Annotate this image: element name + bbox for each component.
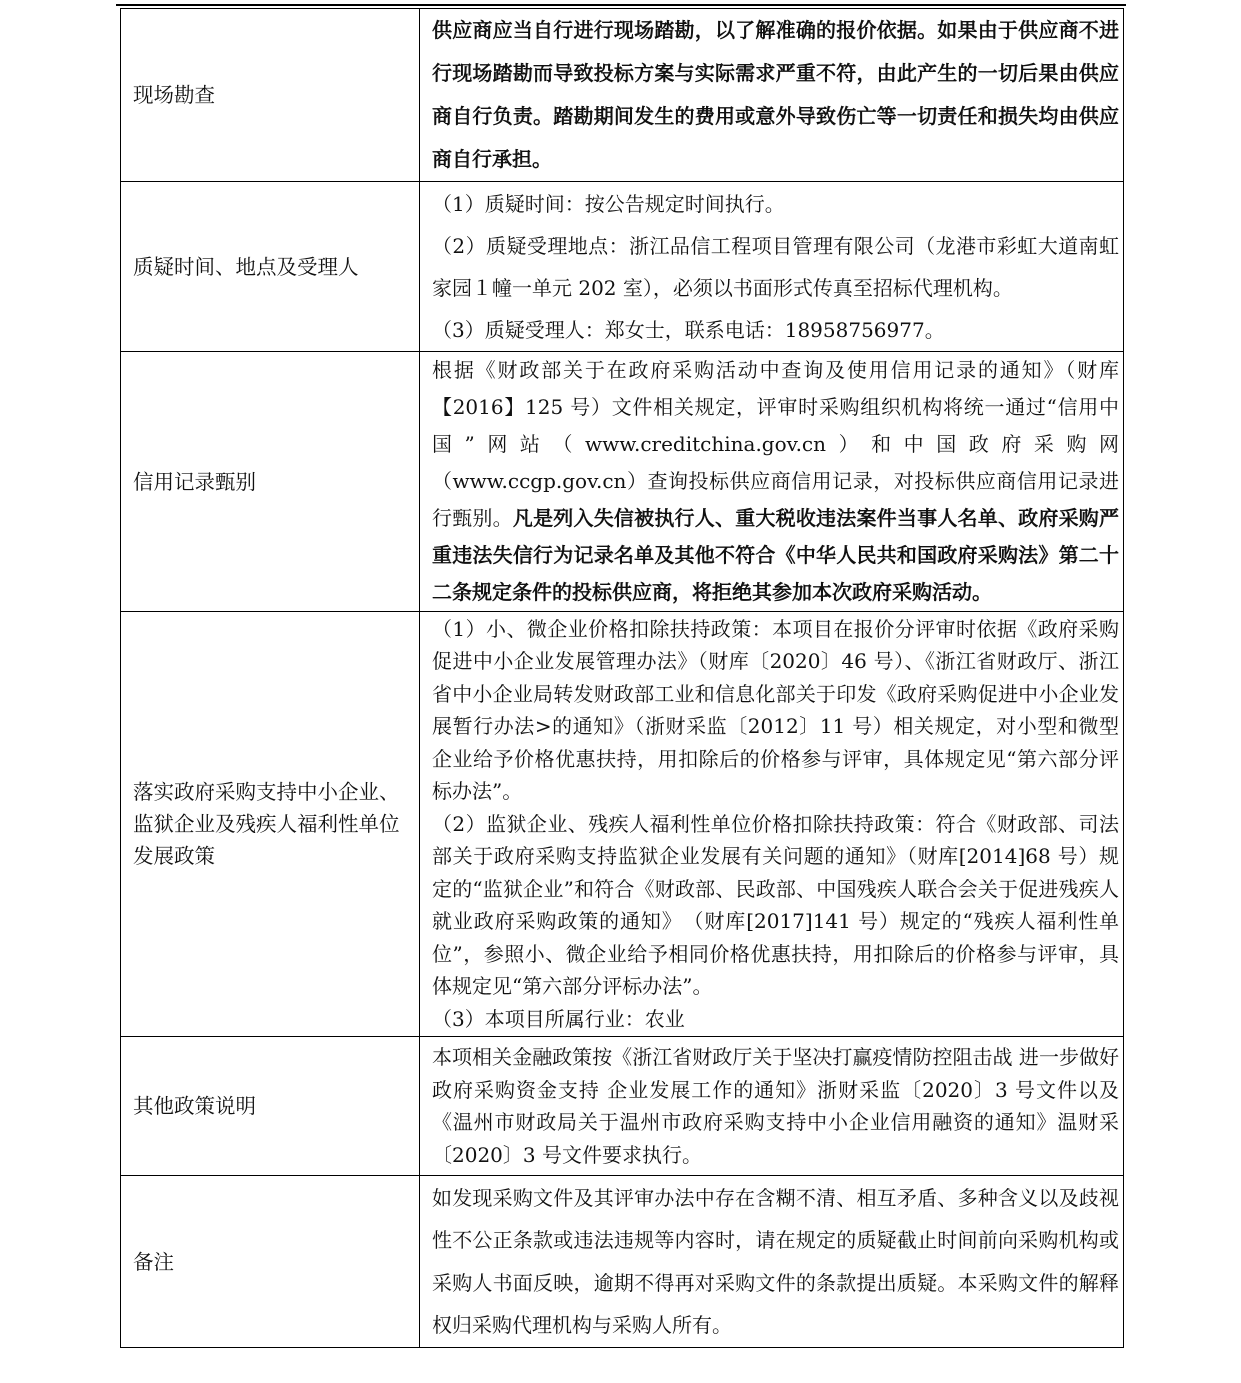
row-label: 现场勘查 xyxy=(121,9,420,182)
credit-normal-text: 根据《财政部关于在政府采购活动中查询及使用信用记录的通知》（财库【2016】125 号）文件相关规定，评审时采购组织机构将统一通过“信用中国”网站（www.creditchina.gov.cn）和中国政府采购网（www.ccgp.gov.cn）查询投标供应商信用记录，对投标供应商信用记录进行甄别。 xyxy=(432,358,1119,530)
row-content xyxy=(420,182,1124,352)
table-row-other-policy xyxy=(121,1037,1124,1176)
top-rule xyxy=(116,4,1126,6)
row-label: 落实政府采购支持中小企业、监狱企业及残疾人福利性单位发展政策 xyxy=(121,612,420,1037)
row-content xyxy=(420,352,1124,612)
list-item: （1）小、微企业价格扣除扶持政策：本项目在报价分评审时依据《政府采购促进中小企业发展管理办法》（财库〔2020〕46 号）、《浙江省财政厅、浙江省中小企业局转发财政部工业和信息化部关于印发《政府采购促进中小企业发展暂行办法>的通知》（浙财采监〔2012〕11 号）相关规定，对小型和微型企业给予价格优惠扶持，用扣除后的价格参与评审，具体规定见“第六部分评标办法”。 xyxy=(432,616,1119,804)
row-label: 信用记录甄别 xyxy=(121,352,420,612)
row-label: 质疑时间、地点及受理人 xyxy=(121,182,420,352)
credit-bold-text: 凡是列入失信被执行人、重大税收违法案件当事人名单、政府采购严重违法失信行为记录名单及其他不符合《中华人民共和国政府采购法》第二十二条规定条件的投标供应商，将拒绝其参加本次政府采购活动。 xyxy=(432,506,1120,604)
list-item: （3）质疑受理人：郑女士，联系电话：18958756977。 xyxy=(432,317,945,342)
table-row-query-info xyxy=(121,182,1124,352)
table-row-sme-policy xyxy=(121,612,1124,1037)
list-item: （2）监狱企业、残疾人福利性单位价格扣除扶持政策：符合《财政部、司法部关于政府采购支持监狱企业发展有关问题的通知》（财库[2014]68 号）规定的“监狱企业”和符合《财政部、民政部、中国残疾人联合会关于促进残疾人就业政府采购政策的通知》 （财库[2017]141 号）规定的“残疾人福利性单位”，参照小、微企业给予相同价格优惠扶持，用扣除后的价格参与评审，具体规定见“第六部分评标办法”。 xyxy=(432,811,1119,999)
list-item: （3）本项目所属行业：农业 xyxy=(432,1006,685,1031)
row-content: 本项相关金融政策按《浙江省财政厅关于坚决打赢疫情防控阻击战 进一步做好政府采购资金支持 企业发展工作的通知》浙财采监〔2020〕3 号文件以及《温州市财政局关于温州市政府采购支持中小企业信用融资的通知》温财采〔2020〕3 号文件要求执行。 xyxy=(420,1037,1124,1176)
tender-info-table xyxy=(120,8,1124,1348)
row-content xyxy=(420,612,1124,1037)
row-content: 如发现采购文件及其评审办法中存在含糊不清、相互矛盾、多种含义以及歧视性不公正条款或违法违规等内容时，请在规定的质疑截止时间前向采购机构或采购人书面反映，逾期不得再对采购文件的条款提出质疑。本采购文件的解释权归采购代理机构与采购人所有。 xyxy=(420,1176,1124,1348)
row-label: 其他政策说明 xyxy=(121,1037,420,1176)
list-item: （1）质疑时间：按公告规定时间执行。 xyxy=(432,191,785,216)
table-row-remarks xyxy=(121,1176,1124,1348)
table-row-credit-record xyxy=(121,352,1124,612)
list-item: （2）质疑受理地点：浙江品信工程项目管理有限公司（龙港市彩虹大道南虹家园１幢一单元 202 室），必须以书面形式传真至招标代理机构。 xyxy=(432,233,1119,300)
row-label: 备注 xyxy=(121,1176,420,1348)
row-content: 供应商应当自行进行现场踏勘，以了解准确的报价依据。如果由于供应商不进行现场踏勘而导致投标方案与实际需求严重不符，由此产生的一切后果由供应商自行负责。踏勘期间发生的费用或意外导致伤亡等一切责任和损失均由供应商自行承担。 xyxy=(420,9,1124,182)
table-row-site-survey xyxy=(121,9,1124,182)
